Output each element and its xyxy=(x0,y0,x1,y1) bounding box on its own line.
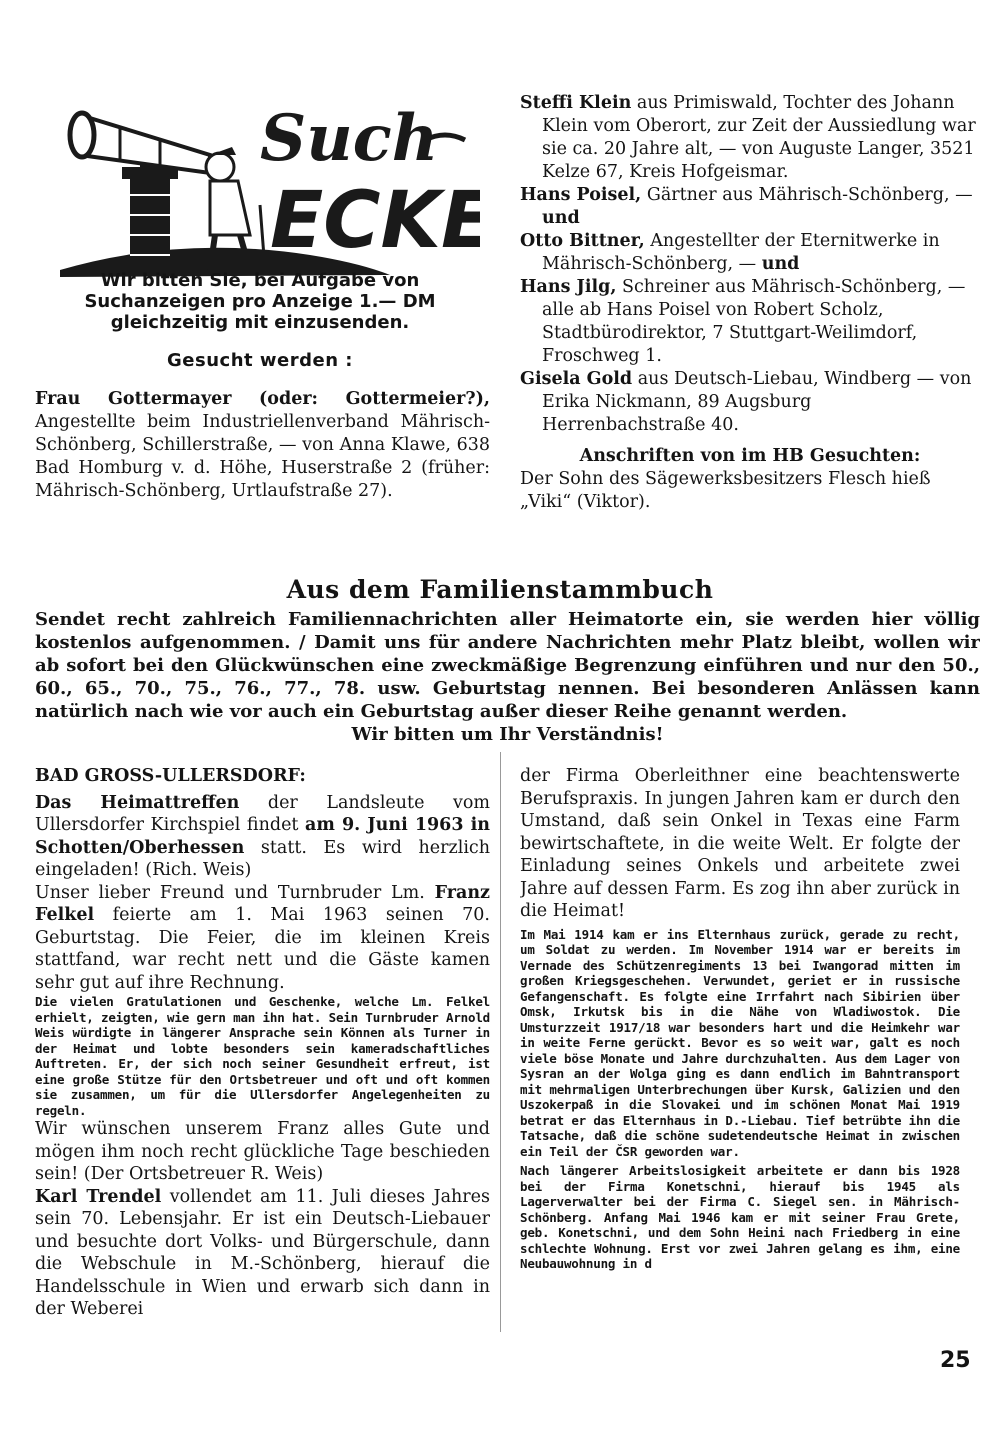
bold-text: Das Heimattreffen xyxy=(35,792,240,813)
text: Unser lieber Freund und Turnbruder Lm. xyxy=(35,882,435,903)
small-paragraph: Nach längerer Arbeitslosigkeit arbeitete er dann bis 1928 bei der Firma Konetschni, hierauf bis 1945 als Lagerverwalter bei der Firma C. Siegel sen. in Mährisch-Schönberg. Anfang Mai 1946 kam er mit seiner Frau Grete, geb. Konetschni, und dem Sohn Heini nach Friedberg in eine schlechte Wohnung. Erst vor zwei Jahren gelang es ihm, eine Neubauwohnung in d xyxy=(520,1163,960,1271)
hb-heading: Anschriften von im HB Gesuchten: xyxy=(579,446,921,466)
familien-title: Aus dem Familienstammbuch xyxy=(286,575,714,604)
ad-text: aus Deutsch-Liebau, Windberg — von Erika Nickmann, 89 Augsburg Herrenbachstraße 40. xyxy=(542,369,972,435)
text: der Landsleute vom Ullersdorfer Kirchspiel findet xyxy=(35,792,490,835)
search-ad xyxy=(520,184,980,230)
search-ad-gottermayer xyxy=(35,388,490,503)
bold-text: am 9. Juni 1963 in Schotten/Oberhessen xyxy=(35,815,490,858)
hb-text: Der Sohn des Sägewerksbesitzers Flesch hieß „Viki“ (Viktor). xyxy=(520,469,931,512)
search-ads-right xyxy=(520,92,980,514)
search-ad xyxy=(520,368,980,437)
man-with-telescope-icon xyxy=(60,85,480,285)
text: statt. Es wird herzlich eingeladen! (Rich. Weis) xyxy=(35,837,490,880)
ad-name: Frau Gottermayer (oder: Gottermeier?), xyxy=(35,389,490,409)
paragraph xyxy=(35,792,490,882)
paragraph xyxy=(35,1186,490,1321)
familien-notice-last: Wir bitten um Ihr Verständnis! xyxy=(351,724,664,745)
ad-text: Gärtner aus Mährisch-Schönberg, — xyxy=(641,185,973,205)
ad-name: Hans Jilg, xyxy=(520,277,617,297)
svg-text:ECKE: ECKE xyxy=(270,176,480,266)
such-ecke-logo xyxy=(60,85,480,285)
search-ad xyxy=(520,276,980,368)
page-number: 25 xyxy=(940,1348,971,1373)
ad-text: Angestellter der Eternitwerke in Mährisch-Schönberg, — xyxy=(542,231,940,274)
bold-text: Karl Trendel xyxy=(35,1186,162,1207)
ad-text: Schreiner aus Mährisch-Schönberg, — alle ab Hans Poisel von Robert Scholz, Stadtbürodirektor, 7 Stuttgart-Weilimdorf, Froschweg 1. xyxy=(542,277,966,366)
small-paragraph: Im Mai 1914 kam er ins Elternhaus zurück, gerade zu recht, um Soldat zu werden. Im November 1914 war er bereits im Vernade des Schützenregiments 13 bei Iwangorad mitten im großen Kriegsgeschehen. Verwundet, geriet er in russische Gefangenschaft. Es folgte eine Irrfahrt nach Sibirien über Omsk, Irkutsk bis in die Nähe von Wladiwostok. Die Umsturzzeit 1917/18 war besonders hart und die Heimkehr war in weite Ferne gerückt. Bevor es so weit war, galt es noch viele böse Monate und Jahre durchzuhalten. Aus dem Lager von Sysran an der Wolga ging es dann endlich im Bahntransport mit mehrmaligen Unterbrechungen über Kursk, Galizien und den Uszokerpaß in die Slovakei und im schönen Monat Mai 1919 betrat er das Elternhaus in D.-Liebau. Tief betrübte ihn die Tatsache, daß die schöne sudetendeutsche Heimat in zwischen ein Teil der ČSR geworden war. xyxy=(520,926,960,1159)
search-ad xyxy=(520,230,980,276)
text: feierte am 1. Mai 1963 seinen 70. Geburtstag. Die Feier, die im kleinen Kreis stattfand, war recht nett und die Gäste kamen sehr gut auf ihre Rechnung. xyxy=(35,905,490,993)
svg-text:Such: Such xyxy=(260,101,439,176)
submission-notice: Wir bitten Sie, bei Aufgabe von Suchanzeigen pro Anzeige 1.— DM gleichzeitig mit einzusenden. xyxy=(84,270,436,333)
paragraph: der Firma Oberleithner eine beachtenswerte Berufspraxis. In jungen Jahren kam er durch den Umstand, daß sein Onkel in Texas eine Farm bewirtschaftete, in die weite Welt. Er folgte der Einladung seines Onkels und arbeitete zwei Jahre auf dessen Farm. Es zog ihn aber zurück in die Heimat! xyxy=(520,766,960,921)
ad-name: Gisela Gold xyxy=(520,369,633,389)
article-left-column xyxy=(35,765,490,1321)
ad-name: Steffi Klein xyxy=(520,93,632,113)
town-heading: BAD GROSS-ULLERSDORF: xyxy=(35,766,306,786)
familien-notice xyxy=(35,608,980,746)
column-divider xyxy=(500,752,501,1332)
familien-notice-text: Sendet recht zahlreich Familiennachrichten aller Heimatorte ein, sie werden hier völlig kostenlos aufgenommen. / Damit uns für andere Nachrichten mehr Platz bleibt, wollen wir ab sofort bei den Glückwünschen eine zweckmäßige Begrenzung einführen und nur den 50., 60., 65., 70., 75., 76., 77., 78. usw. Geburtstag nennen. Bei besonderen Anlässen kann natürlich nach wie vor auch ein Geburtstag außer dieser Reihe genannt werden. xyxy=(35,609,980,722)
ad-suffix: und xyxy=(761,254,800,274)
paragraph: Wir wünschen unserem Franz alles Gute und mögen ihm noch recht glückliche Tage beschieden sein! (Der Ortsbetreuer R. Weis) xyxy=(35,1119,490,1184)
gesucht-heading: Gesucht werden : xyxy=(167,350,353,371)
text: vollendet am 11. Juli dieses Jahres sein 70. Lebensjahr. Er ist ein Deutsch-Liebauer und besuchte dort Volks- und Bürgerschule, dann die Webschule in M.-Schönberg, hierauf die Handelsschule in Wien und erwarb sich dann in der Weberei xyxy=(35,1186,490,1319)
bold-text: Franz Felkel xyxy=(35,882,490,925)
search-ad xyxy=(520,92,980,184)
small-paragraph: Die vielen Gratulationen und Geschenke, welche Lm. Felkel erhielt, zeigten, wie gern man ihn hat. Sein Turnbruder Arnold Weis würdigte in längerer Ansprache sein Können als Turner in der Heimat und lobte besonders sein kameradschaftliches Auftreten. Er, der sich noch seiner Gesundheit erfreut, ist eine große Stütze für den Ortsbetreuer und oft und oft kommen sie zusammen, um für die Ullersdorfer Angelegenheiten zu regeln. xyxy=(35,994,490,1118)
ad-text: aus Primiswald, Tochter des Johann Klein vom Oberort, zur Zeit der Aussiedlung war sie ca. 20 Jahre alt, — von Auguste Langer, 3521 Kelze 67, Kreis Hofgeismar. xyxy=(542,93,976,182)
ad-name: Otto Bittner, xyxy=(520,231,645,251)
article-right-column xyxy=(520,765,960,1272)
ad-text: Angestellte beim Industriellenverband Mährisch-Schönberg, Schillerstraße, — von Anna Klawe, 638 Bad Homburg v. d. Höhe, Huserstraße 2 (früher: Mährisch-Schönberg, Urtlaufstraße 27). xyxy=(35,412,490,501)
ad-name: Hans Poisel, xyxy=(520,185,642,205)
paragraph xyxy=(35,882,490,995)
ad-suffix: und xyxy=(542,208,580,228)
